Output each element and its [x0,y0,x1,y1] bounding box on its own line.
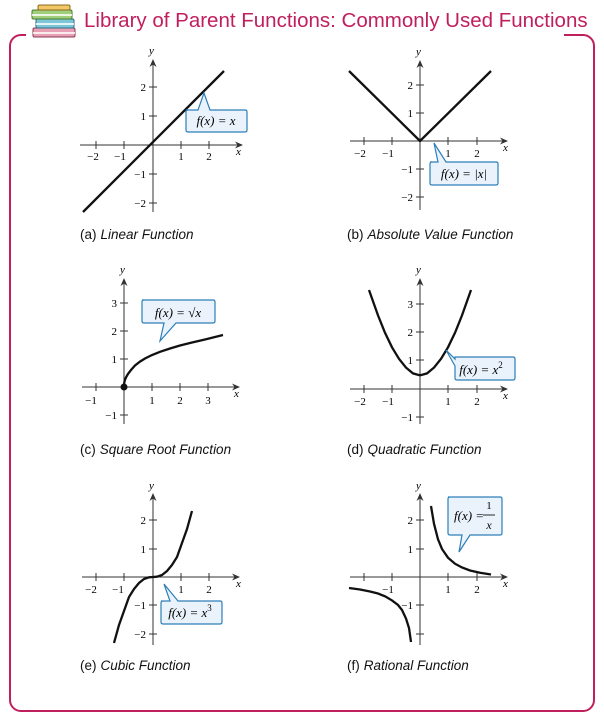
x-tick-label: −2 [87,151,99,163]
x-tick-label: 2 [206,151,212,163]
function-label-callout [446,350,515,380]
y-tick-label: 2 [140,82,146,94]
y-tick-label: 1 [407,108,413,120]
x-tick-label: −2 [85,584,97,596]
function-label-base: f(x) = x [168,605,208,620]
y-axis [120,278,128,424]
y-tick-label: −2 [134,198,146,210]
x-axis-label: x [503,578,508,590]
x-tick-label: 2 [206,584,212,596]
caption-name: Absolute Value Function [367,227,514,242]
graph-linear [70,42,260,222]
function-label: f(x) = √x [154,305,202,320]
start-point [121,384,128,391]
y-tick-label: 1 [140,111,146,123]
x-axis [350,137,508,145]
function-label: f(x) = [454,508,485,523]
x-axis-label: x [236,146,241,158]
caption-name: Cubic Function [100,658,191,673]
y-tick-label: −1 [401,600,413,612]
y-tick-label: 2 [111,326,117,338]
y-tick-label: 2 [407,327,413,339]
x-axis [82,383,240,391]
graph-absolute-value [340,42,530,222]
x-axis [350,385,508,393]
function-label-callout [161,584,222,624]
y-tick-label: −2 [134,629,146,641]
x-tick-label: 2 [474,396,480,408]
y-axis-label: y [416,264,421,276]
function-label [459,360,503,377]
caption-letter: (f) [347,658,360,673]
x-tick-label: 1 [178,584,184,596]
function-label-callout [448,497,502,552]
y-tick-label: 1 [407,355,413,367]
x-tick-label: 1 [149,395,155,407]
x-tick-label: 2 [474,584,480,596]
caption-quadratic [347,442,482,457]
function-label: f(x) = |x| [440,166,488,181]
caption-letter: (a) [80,227,97,242]
caption-square-root [80,442,231,457]
x-tick-label: −1 [112,584,124,596]
curve-rational-negative [349,588,411,642]
x-tick-label: 1 [445,396,451,408]
y-tick-label: 1 [140,544,146,556]
y-axis-label: y [149,45,154,57]
fraction-numerator: 1 [486,500,492,512]
graph-square-root [70,258,260,430]
x-tick-label: 2 [474,148,480,160]
y-axis-label: y [149,480,154,492]
fraction-denominator: x [486,518,492,532]
x-tick-label: −1 [85,395,97,407]
y-axis [416,60,424,210]
books-icon [30,4,80,40]
function-label [168,603,212,620]
y-tick-label: 2 [407,515,413,527]
y-tick-label: −1 [401,164,413,176]
y-tick-label: 3 [407,299,413,311]
x-tick-label: 1 [178,151,184,163]
x-axis-label: x [503,390,508,402]
caption-name: Square Root Function [99,442,232,457]
graph-rational [340,474,530,646]
graph-cubic [70,474,260,646]
y-axis [416,493,424,645]
curve-square-root [124,335,223,387]
x-axis-label: x [503,142,508,154]
y-tick-label: 2 [140,515,146,527]
x-tick-label: 2 [177,395,183,407]
caption-name: Quadratic Function [367,442,482,457]
caption-name: Rational Function [363,658,469,673]
y-tick-label: −1 [134,169,146,181]
caption-letter: (c) [80,442,96,457]
y-axis-label: y [416,480,421,492]
x-axis [80,141,243,149]
x-tick-label: −1 [114,151,126,163]
y-tick-label: 3 [111,298,117,310]
x-axis-label: x [236,578,241,590]
x-tick-label: 3 [205,395,211,407]
caption-rational [347,658,469,673]
y-tick-label: −1 [134,600,146,612]
y-axis [416,278,424,424]
caption-name: Linear Function [100,227,194,242]
caption-letter: (d) [347,442,364,457]
x-axis-label: x [234,388,239,400]
y-tick-label: 2 [407,80,413,92]
function-label-base: f(x) = x [459,362,499,377]
caption-letter: (e) [80,658,97,673]
caption-letter: (b) [347,227,364,242]
y-tick-label: −1 [105,410,117,422]
caption-linear [80,227,194,242]
x-tick-label: −1 [382,148,394,160]
x-tick-label: −2 [354,396,366,408]
graph-quadratic [340,258,530,430]
function-label: f(x) = x [196,113,236,128]
y-axis [149,59,157,212]
caption-absolute-value [347,227,513,242]
function-label-exponent: 3 [207,603,212,613]
x-tick-label: 1 [445,584,451,596]
x-tick-label: −2 [354,148,366,160]
function-label-callout [430,143,498,185]
caption-cubic [80,658,191,673]
y-axis [149,493,157,645]
x-tick-label: −1 [382,396,394,408]
y-tick-label: 1 [111,354,117,366]
function-label-callout [142,300,215,341]
y-axis-label: y [416,46,421,58]
x-tick-label: −1 [382,584,394,596]
page-title: Library of Parent Functions: Commonly Used Functions [84,9,588,32]
y-tick-label: 1 [407,544,413,556]
y-tick-label: −1 [401,412,413,424]
y-axis-label: y [120,264,125,276]
function-label-exponent: 2 [498,360,503,370]
y-tick-label: −2 [401,192,413,204]
x-tick-label: 1 [445,148,451,160]
